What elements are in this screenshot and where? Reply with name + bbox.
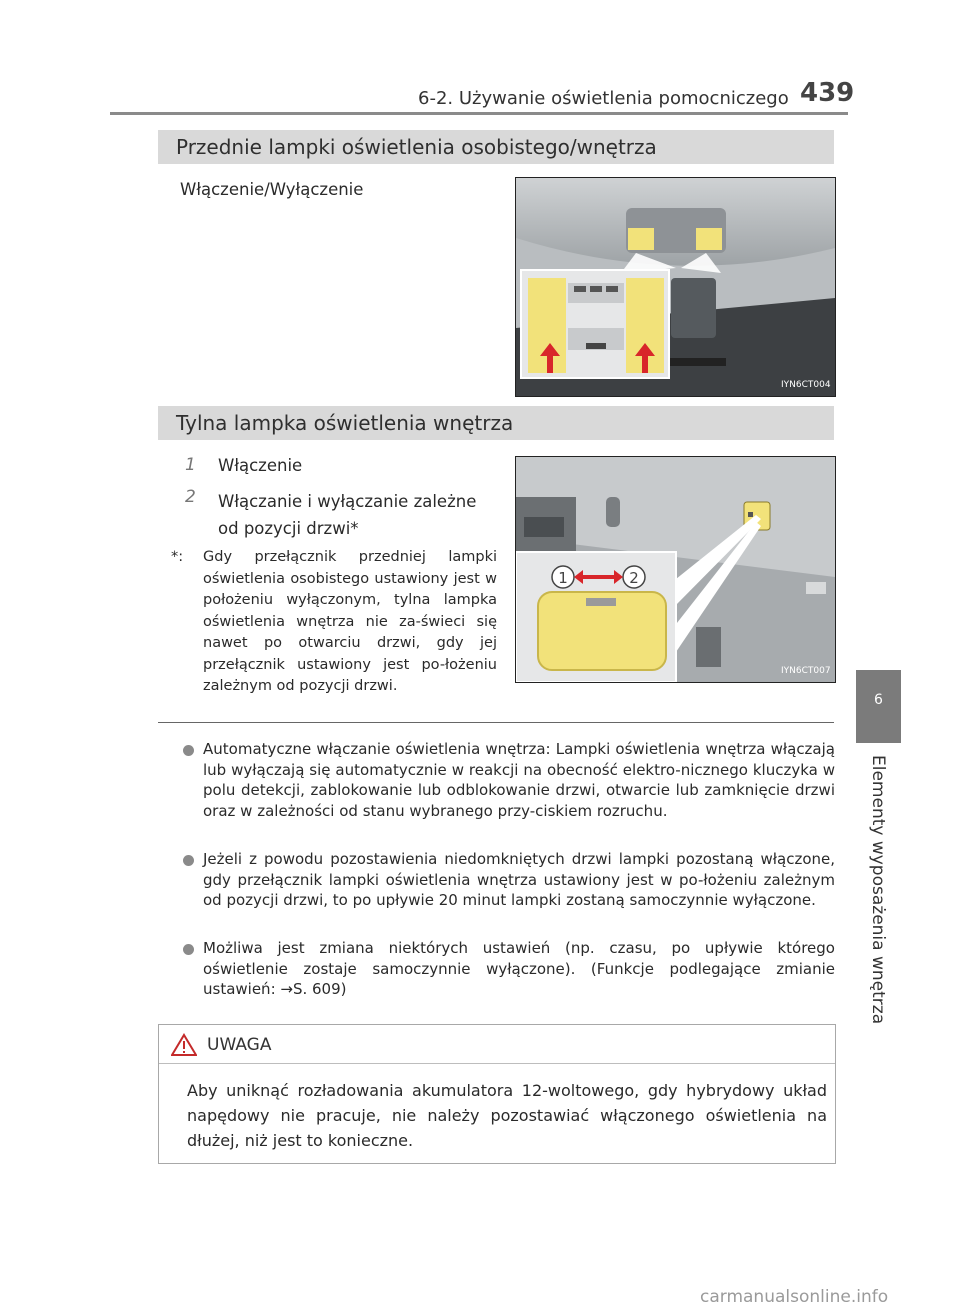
- image-code-2: IYN6CT007: [781, 666, 831, 676]
- bullet-dot-icon: [183, 944, 194, 955]
- warning-title: UWAGA: [207, 1035, 272, 1055]
- footnote-mark: *:: [171, 549, 184, 565]
- item-number-2: 2: [185, 487, 196, 507]
- callout-1: 1: [558, 569, 568, 587]
- item-number-1: 1: [185, 455, 196, 475]
- info-bullet-auto: [183, 739, 835, 822]
- front-lamp-description: Włączenie/Wyłączenie: [180, 180, 364, 199]
- footnote: [171, 547, 497, 698]
- item-label-door: Włączanie i wyłączanie zależne od pozycji drzwi*: [218, 492, 477, 538]
- bullet-text: Możliwa jest zmiana niektórych ustawień (np. czasu, po upływie którego oświetlenie zostaje samoczynnie wyłączone). (Funkcje podlegające zmianie ustawień: →S. 609): [203, 939, 835, 999]
- bullet-dot-icon: [183, 745, 194, 756]
- rear-lamp-illustration: [516, 457, 835, 682]
- warning-triangle-icon: [171, 1033, 197, 1057]
- header-rule: [110, 112, 848, 115]
- bullet-text: Jeżeli z powodu pozostawienia niedomkniętych drzwi lampki pozostaną włączone, gdy przełącznik lampki oświetlenia wnętrza ustawiony jest w po-łożeniu zależnym od pozycji drzwi, to po upływie 20 minut lampki zostaną samoczynnie wyłączone.: [203, 850, 835, 910]
- page-number: 439: [800, 78, 855, 108]
- info-bullet-settings: [183, 938, 835, 1000]
- running-header-title: 6-2. Używanie oświetlenia pomocniczego: [418, 88, 789, 109]
- rear-lamp-photo: [515, 456, 836, 683]
- warning-box: [158, 1024, 836, 1164]
- chapter-tab: [856, 670, 901, 743]
- bullet-text: Automatyczne włączanie oświetlenia wnętrza: Lampki oświetlenia wnętrza włączają lub wyłączają się automatycznie w reakcji na obecność elektro-nicznego kluczyka w polu detekcji, zablokowanie lub odblokowanie drzwi, otwarcie lub zamknięcie drzwi oraz w zależności od stanu wybranego przy-ciskiem rozruchu.: [203, 740, 835, 821]
- chapter-title: Elementy wyposażenia wnętrza: [867, 755, 888, 1025]
- section-heading-front-lamps: [158, 130, 834, 164]
- chapter-number: 6: [874, 692, 883, 708]
- callout-2: 2: [629, 569, 639, 587]
- front-lamp-illustration: [516, 178, 835, 396]
- warning-text: Aby uniknąć rozładowania akumulatora 12-woltowego, gdy hybrydowy układ napędowy nie pracuje, nie należy pozostawiać włączonego oświetlenia na dłużej, niż jest to konieczne.: [187, 1081, 827, 1150]
- image-code-1: IYN6CT004: [781, 380, 831, 390]
- chapter-title-vertical: [856, 755, 901, 1025]
- bullet-dot-icon: [183, 855, 194, 866]
- section-heading-text: Przednie lampki oświetlenia osobistego/wnętrza: [176, 135, 657, 159]
- section-heading-rear-lamp: [158, 406, 834, 440]
- watermark: carmanualsonline.info: [700, 1287, 889, 1307]
- section-heading-text: Tylna lampka oświetlenia wnętrza: [176, 411, 514, 435]
- item-label-on: Włączenie: [218, 456, 303, 475]
- info-bullet-timeout: [183, 849, 835, 911]
- footnote-text: Gdy przełącznik przedniej lampki oświetlenia osobistego ustawiony jest w położeniu wyłączonym, tylna lampka oświetlenia wnętrza nie za-świeci się nawet po otwarciu drzwi, gdy jej przełącznik ustawiony jest po-łożeniu zależnym od pozycji drzwi.: [203, 549, 497, 694]
- front-lamp-photo: [515, 177, 836, 397]
- section-divider: [158, 722, 834, 723]
- warning-header: [159, 1025, 835, 1064]
